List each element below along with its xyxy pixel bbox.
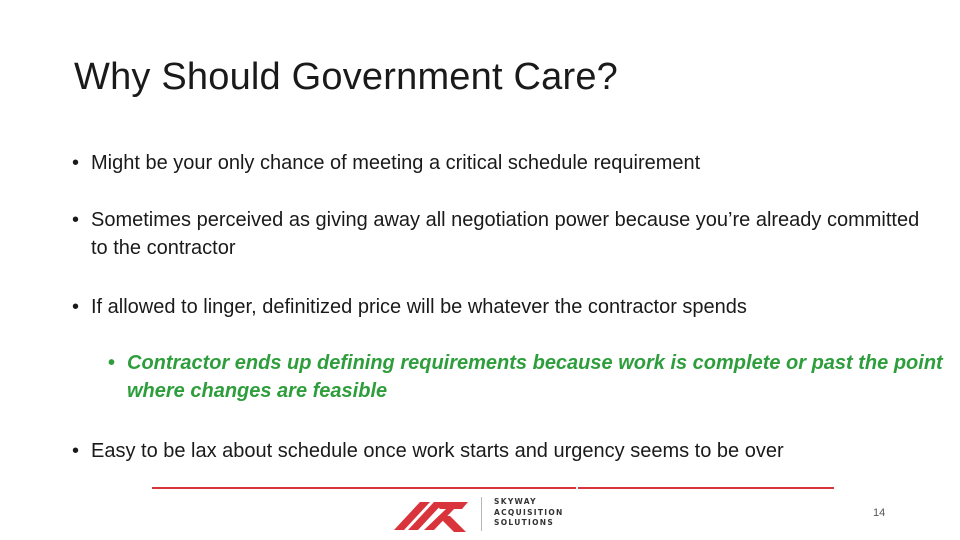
bullet-text: If allowed to linger, definitized price will be whatever the contractor spends (91, 296, 747, 318)
bullet-dot: • (72, 296, 80, 318)
bullet-text: Might be your only chance of meeting a critical schedule requirement (91, 152, 701, 174)
logo-wordmark (494, 497, 564, 529)
bullet-dot: • (108, 352, 116, 374)
bullet-dot: • (72, 440, 80, 462)
bullet-item (72, 149, 932, 177)
slide-title: Why Should Government Care? (74, 56, 618, 98)
logo-divider (481, 497, 482, 531)
bullet-dot: • (72, 209, 80, 231)
logo-line: SOLUTIONS (494, 518, 555, 527)
bullet-item (72, 206, 932, 262)
footer-divider-right (578, 487, 834, 489)
bullet-dot: • (72, 152, 80, 174)
footer-divider-left (152, 487, 576, 489)
skyway-logo-icon (394, 492, 468, 534)
page-number: 14 (873, 507, 886, 519)
sub-bullet-text: Contractor ends up defining requirements because work is complete or past the point where changes are feasible (127, 352, 943, 402)
logo-line: ACQUISITION (494, 507, 564, 517)
sub-bullet-item (108, 349, 953, 405)
bullet-text: Sometimes perceived as giving away all negotiation power because you’re already committed to the contractor (91, 209, 920, 259)
bullet-text: Easy to be lax about schedule once work starts and urgency seems to be over (91, 440, 784, 462)
logo-line: SKYWAY (494, 497, 537, 506)
bullet-item (72, 437, 932, 465)
bullet-item (72, 293, 932, 321)
